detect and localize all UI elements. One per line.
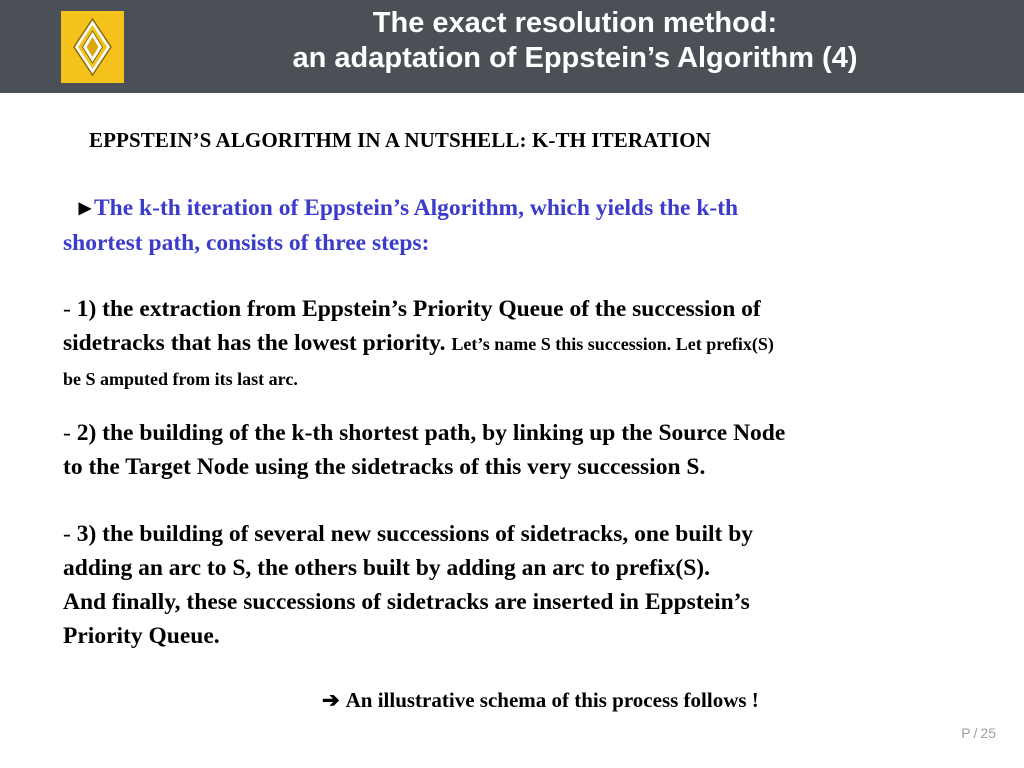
step-1-note-line-2: be S amputed from its last arc. (63, 369, 298, 389)
step-1-line-1: 1) the extraction from Eppstein’s Priority Queue of the succession of (76, 296, 761, 322)
slide-header (0, 0, 1024, 93)
step-2-line-1: 2) the building of the k-th shortest path, by linking up the Source Node (76, 420, 786, 446)
step-1-line-2: sidetracks that has the lowest priority. (63, 330, 446, 356)
section-heading: EPPSTEIN’S ALGORITHM IN A NUTSHELL: K-TH ITERATION (89, 128, 711, 152)
step-2 (63, 416, 953, 484)
step-2-dash: - (63, 420, 71, 446)
followup-note (322, 688, 759, 713)
renault-logo (61, 11, 124, 83)
triangle-right-icon: ▶ (78, 200, 91, 217)
slide-title (200, 6, 950, 76)
slide-title-line-2: an adaptation of Eppstein’s Algorithm (4) (292, 42, 858, 74)
step-2-line-2: to the Target Node using the sidetracks of this very succession S. (63, 454, 706, 480)
intro-line-2: shortest path, consists of three steps: (63, 230, 430, 256)
step-3-line-2: adding an arc to S, the others built by adding an arc to prefix(S). (63, 555, 710, 581)
step-3-line-4: Priority Queue. (63, 623, 220, 649)
intro-line-1: The k-th iteration of Eppstein’s Algorithm, which yields the k-th (94, 195, 739, 221)
page-separator: / (973, 725, 978, 741)
step-1 (63, 292, 953, 396)
step-1-dash: - (63, 296, 71, 322)
page-prefix: P (961, 725, 971, 741)
slide-title-line-1: The exact resolution method: (372, 7, 778, 39)
arrow-right-icon: ➔ (322, 688, 340, 712)
step-3-line-1: 3) the building of several new successions of sidetracks, one built by (76, 521, 754, 547)
page-number-value: 25 (980, 725, 996, 741)
followup-text: An illustrative schema of this process follows ! (345, 688, 759, 712)
step-1-note-line-1: Let’s name S this succession. Let prefix(S) (451, 334, 774, 354)
step-3-line-3: And finally, these successions of sidetracks are inserted in Eppstein’s (63, 589, 750, 615)
intro-paragraph (63, 191, 943, 260)
step-3 (63, 517, 953, 653)
step-3-dash: - (63, 521, 71, 547)
page-number (961, 725, 996, 741)
